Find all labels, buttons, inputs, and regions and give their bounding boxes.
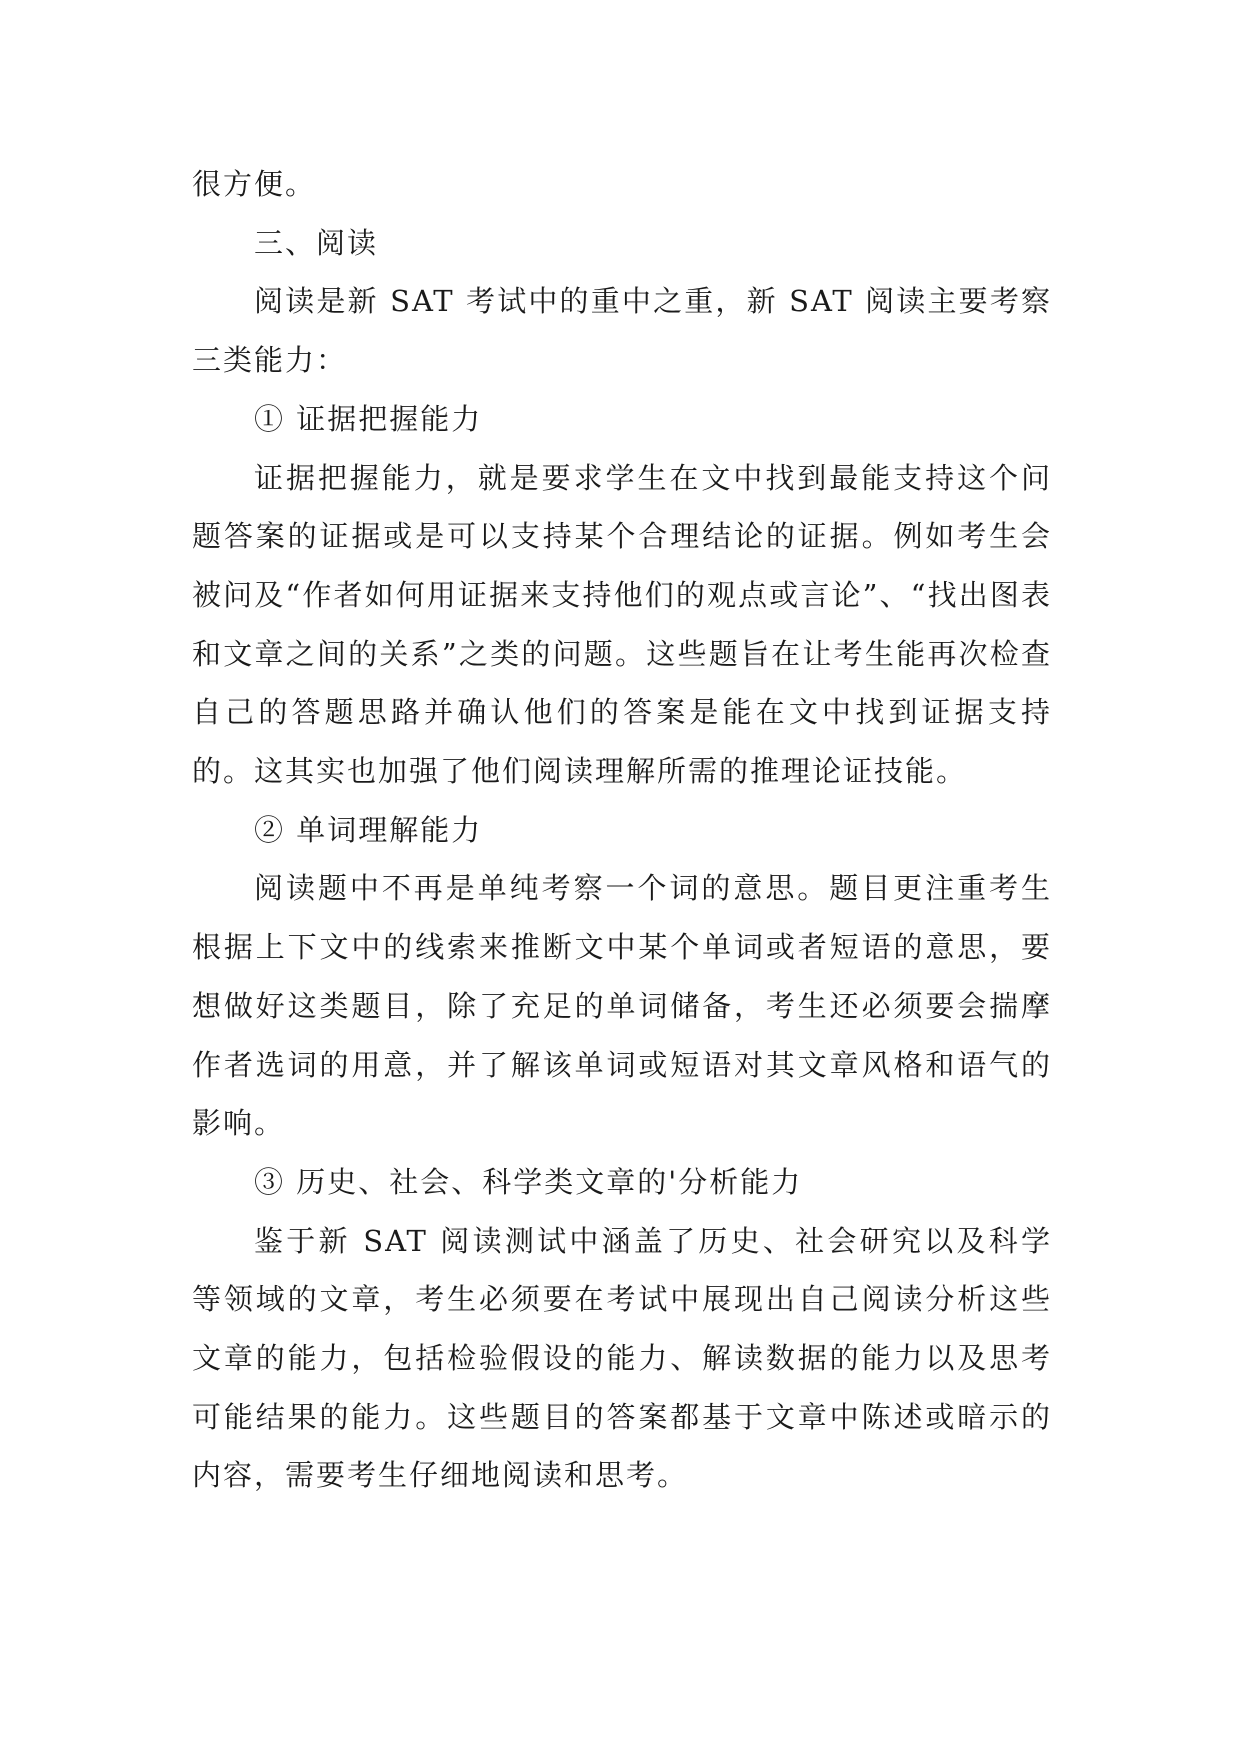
- intro-paragraph: 阅读是新 SAT 考试中的重中之重，新 SAT 阅读主要考察三类能力：: [192, 284, 1052, 378]
- item1-heading: ① 证据把握能力: [254, 401, 483, 436]
- document-body: [192, 155, 1052, 1505]
- item3-paragraph: 鉴于新 SAT 阅读测试中涵盖了历史、社会研究以及科学等领域的文章，考生必须要在考试中展现出自己阅读分析这些文章的能力，包括检验假设的能力、解读数据的能力以及思考可能结果的能力。这些题目的答案都基于文章中陈述或暗示的内容，需要考生仔细地阅读和思考。: [192, 1223, 1052, 1493]
- item3-heading: ③ 历史、社会、科学类文章的'分析能力: [254, 1164, 803, 1199]
- item1-paragraph: 证据把握能力，就是要求学生在文中找到最能支持这个问题答案的证据或是可以支持某个合理结论的证据。例如考生会被问及“作者如何用证据来支持他们的观点或言论”、“找出图表和文章之间的关系”之类的问题。这些题旨在让考生能再次检查自己的答题思路并确认他们的答案是能在文中找到证据支持的。这其实也加强了他们阅读理解所需的推理论证技能。: [192, 460, 1052, 789]
- continuation-paragraph: 很方便。: [192, 167, 317, 201]
- item2-paragraph: 阅读题中不再是单纯考察一个词的意思。题目更注重考生根据上下文中的线索来推断文中某个单词或者短语的意思，要想做好这类题目，除了充足的单词储备，考生还必须要会揣摩作者选词的用意，并了解该单词或短语对其文章风格和语气的影响。: [192, 871, 1052, 1141]
- item2-heading: ② 单词理解能力: [254, 812, 483, 847]
- section-heading: 三、阅读: [254, 225, 379, 260]
